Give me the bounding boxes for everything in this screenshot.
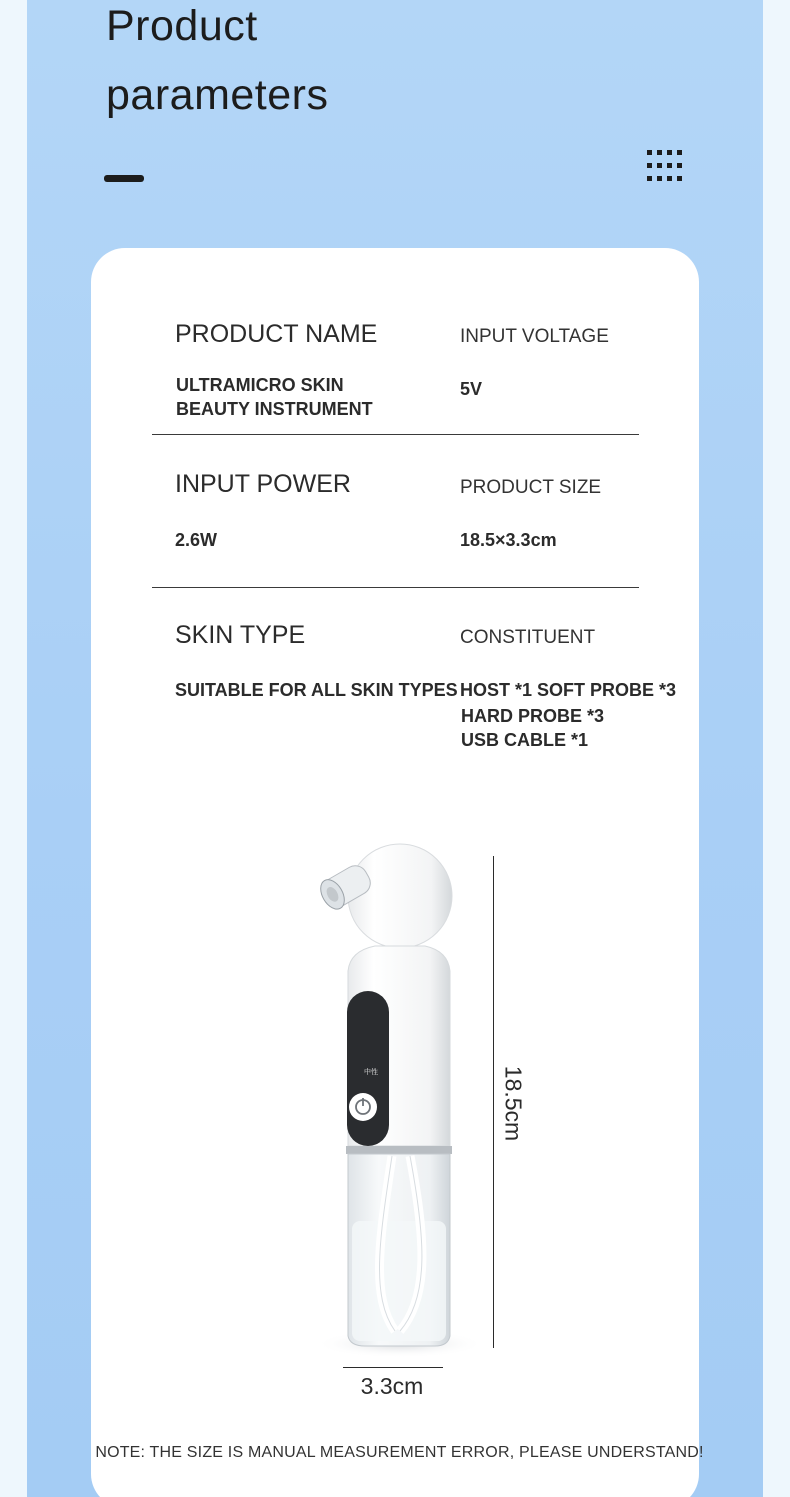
dot-grid-icon xyxy=(647,150,682,181)
spec-label-skin-type: SKIN TYPE xyxy=(175,621,306,649)
spec-value-input-voltage: 5V xyxy=(460,379,483,399)
width-dimension-label: 3.3cm xyxy=(360,1373,424,1399)
measurement-note: NOTE: THE SIZE IS MANUAL MEASUREMENT ERROR, PLEASE UNDERSTAND! xyxy=(95,1444,704,1461)
dash-decoration xyxy=(104,175,144,182)
spec-label-product-name: PRODUCT NAME xyxy=(175,320,378,348)
spec-value-input-power: 2.6W xyxy=(175,530,218,550)
spec-label-product-size: PRODUCT SIZE xyxy=(460,477,602,498)
spec-value-constituent: HOST *1 SOFT PROBE *3 HARD PROBE *3 USB CABLE *1 xyxy=(460,680,677,750)
product-device-image xyxy=(300,836,480,1366)
height-dimension-label: 18.5cm xyxy=(500,1065,527,1142)
page-title: Product parameters xyxy=(106,2,329,119)
spec-value-product-size: 18.5×3.3cm xyxy=(460,530,557,550)
spec-label-constituent: CONSTITUENT xyxy=(460,627,596,648)
divider xyxy=(152,434,639,435)
divider xyxy=(152,587,639,588)
spec-label-input-power: INPUT POWER xyxy=(175,470,351,498)
device-mode-label: 中性 xyxy=(364,1068,378,1076)
height-dimension-line xyxy=(493,856,494,1348)
spec-value-product-name: ULTRAMICRO SKIN BEAUTY INSTRUMENT xyxy=(176,375,373,419)
spec-label-input-voltage: INPUT VOLTAGE xyxy=(460,326,609,347)
spec-value-skin-type: SUITABLE FOR ALL SKIN TYPES xyxy=(175,680,458,700)
width-dimension-line xyxy=(343,1367,443,1368)
